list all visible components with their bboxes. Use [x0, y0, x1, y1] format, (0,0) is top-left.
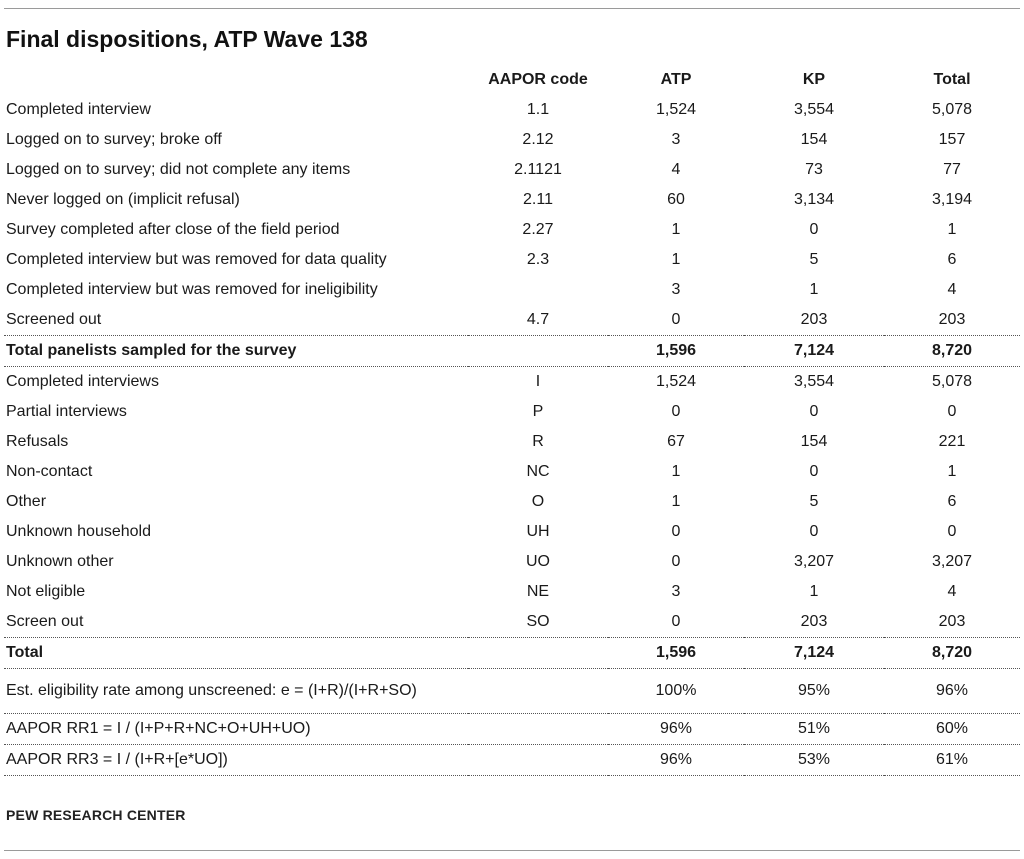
- cell-code: I: [468, 367, 608, 398]
- cell-label: Refusals: [6, 433, 69, 451]
- cell-kp: 154: [800, 433, 828, 451]
- cell-kp: 203: [800, 613, 828, 631]
- cell-code: 2.3: [526, 251, 550, 269]
- header-aapor-code: AAPOR code: [488, 70, 588, 88]
- cell-code: [468, 336, 608, 367]
- source-credit: PEW RESEARCH CENTER: [6, 807, 186, 823]
- cell-label: Not eligible: [6, 583, 86, 601]
- cell-total: 5,078: [931, 101, 973, 119]
- cell-label: Total: [4, 638, 468, 669]
- table-row: [4, 215, 1020, 245]
- cell-total: 1: [947, 463, 957, 481]
- cell-label: Completed interviews: [4, 367, 468, 398]
- cell-code: O: [531, 493, 545, 511]
- cell-label: Survey completed after close of the field period: [6, 221, 340, 239]
- cell-label: Logged on to survey; broke off: [6, 131, 222, 149]
- cell-total: 4: [947, 583, 957, 601]
- cell-label: Screen out: [6, 613, 84, 631]
- table-header-row: [4, 64, 1020, 95]
- cell-code: UO: [526, 553, 550, 571]
- table-row: [4, 155, 1020, 185]
- cell-total: 61%: [884, 745, 1020, 776]
- cell-atp: 1,524: [608, 367, 744, 398]
- cell-total: 60%: [884, 714, 1020, 745]
- cell-total: 6: [947, 251, 957, 269]
- table-row: [4, 714, 1020, 745]
- cell-total: 0: [947, 403, 957, 421]
- cell-atp: 67: [667, 433, 685, 451]
- top-rule: [4, 8, 1020, 9]
- cell-atp: 0: [671, 403, 681, 421]
- cell-atp: 3: [671, 281, 681, 299]
- cell-total: 96%: [884, 669, 1020, 714]
- cell-atp: 100%: [608, 669, 744, 714]
- cell-code: 2.12: [522, 131, 554, 149]
- cell-total: 77: [943, 161, 961, 179]
- cell-kp: 95%: [744, 669, 884, 714]
- cell-atp: 1: [671, 221, 681, 239]
- cell-code: 2.11: [523, 191, 553, 209]
- cell-total: 157: [938, 131, 966, 149]
- cell-kp: 203: [800, 311, 828, 329]
- cell-atp: 1,524: [655, 101, 697, 119]
- cell-code: NC: [526, 463, 550, 481]
- cell-kp: 3,554: [744, 367, 884, 398]
- cell-atp: 0: [671, 311, 681, 329]
- cell-atp: 4: [671, 161, 681, 179]
- cell-total: 8,720: [884, 638, 1020, 669]
- cell-atp: 1: [671, 251, 681, 269]
- cell-code: 4.7: [526, 311, 550, 329]
- cell-kp: 0: [809, 463, 819, 481]
- cell-atp: 1,596: [608, 638, 744, 669]
- table-row: [4, 577, 1020, 607]
- cell-kp: 5: [809, 493, 819, 511]
- cell-label: Est. eligibility rate among unscreened: e = (I+R)/(I+R+SO): [4, 669, 468, 714]
- cell-kp: 0: [809, 523, 819, 541]
- cell-kp: 1: [809, 583, 819, 601]
- cell-label: Completed interview but was removed for ineligibility: [6, 281, 378, 299]
- cell-label: Unknown other: [6, 553, 114, 571]
- cell-atp: 1: [671, 463, 681, 481]
- cell-total: 5,078: [884, 367, 1020, 398]
- table-row: [4, 336, 1020, 367]
- cell-total: 8,720: [884, 336, 1020, 367]
- table-row: [4, 95, 1020, 125]
- bottom-rule: [4, 850, 1020, 851]
- cell-code: SO: [526, 613, 550, 631]
- cell-kp: 0: [809, 403, 819, 421]
- cell-kp: 7,124: [744, 336, 884, 367]
- header-label: [4, 64, 468, 95]
- table-row: [4, 607, 1020, 638]
- cell-code: 1.1: [526, 101, 550, 119]
- table-row: [4, 745, 1020, 776]
- cell-label: Screened out: [6, 311, 102, 329]
- cell-atp: 0: [671, 613, 681, 631]
- cell-kp: 0: [809, 221, 819, 239]
- cell-atp: 96%: [608, 714, 744, 745]
- cell-label: AAPOR RR1 = I / (I+P+R+NC+O+UH+UO): [4, 714, 468, 745]
- cell-code: R: [532, 433, 544, 451]
- table-row: [4, 427, 1020, 457]
- cell-kp: 7,124: [744, 638, 884, 669]
- cell-code: 2.1121: [514, 161, 562, 179]
- cell-code: [468, 714, 608, 745]
- cell-label: Never logged on (implicit refusal): [6, 191, 240, 209]
- cell-kp: 3,554: [793, 101, 835, 119]
- cell-atp: 0: [671, 553, 681, 571]
- cell-kp: 73: [805, 161, 823, 179]
- cell-code: 2.27: [522, 221, 554, 239]
- table-row: [4, 367, 1020, 398]
- cell-atp: 3: [671, 131, 681, 149]
- cell-label: Completed interview but was removed for data quality: [6, 251, 387, 269]
- cell-code: [468, 745, 608, 776]
- cell-label: Total panelists sampled for the survey: [4, 336, 468, 367]
- cell-atp: 60: [667, 191, 685, 209]
- cell-label: Logged on to survey; did not complete any items: [6, 161, 351, 179]
- cell-total: 0: [947, 523, 957, 541]
- cell-total: 6: [947, 493, 957, 511]
- table-row: [4, 457, 1020, 487]
- table-row: [4, 517, 1020, 547]
- cell-total: 221: [938, 433, 966, 451]
- cell-kp: 154: [800, 131, 828, 149]
- cell-code: [468, 669, 608, 714]
- table-row: [4, 305, 1020, 336]
- cell-total: 203: [938, 311, 966, 329]
- table-row: [4, 547, 1020, 577]
- table-row: [4, 638, 1020, 669]
- cell-total: 203: [938, 613, 966, 631]
- cell-code: P: [532, 403, 544, 421]
- dispositions-table: [4, 64, 1020, 776]
- cell-kp: 3,207: [793, 553, 835, 571]
- cell-total: 1: [947, 221, 957, 239]
- cell-code: [468, 275, 608, 305]
- cell-total: 4: [947, 281, 957, 299]
- cell-atp: 1,596: [608, 336, 744, 367]
- cell-label: Completed interview: [6, 101, 151, 119]
- cell-kp: 1: [809, 281, 819, 299]
- cell-total: 3,207: [931, 553, 973, 571]
- cell-label: Non-contact: [6, 463, 93, 481]
- cell-total: 3,194: [931, 191, 973, 209]
- cell-kp: 5: [809, 251, 819, 269]
- table-row: [4, 185, 1020, 215]
- header-atp: ATP: [660, 70, 692, 88]
- cell-kp: 3,134: [793, 191, 835, 209]
- cell-kp: 53%: [744, 745, 884, 776]
- cell-code: UH: [526, 523, 550, 541]
- table-row: [4, 487, 1020, 517]
- table-row: [4, 125, 1020, 155]
- cell-atp: 96%: [608, 745, 744, 776]
- page-title: Final dispositions, ATP Wave 138: [6, 26, 368, 52]
- cell-code: NE: [526, 583, 550, 601]
- header-kp: KP: [802, 70, 826, 88]
- cell-atp: 0: [671, 523, 681, 541]
- cell-label: Unknown household: [6, 523, 151, 541]
- table-row: [4, 275, 1020, 305]
- table-row: [4, 397, 1020, 427]
- cell-kp: 51%: [744, 714, 884, 745]
- cell-atp: 3: [671, 583, 681, 601]
- header-total: Total: [933, 70, 971, 88]
- cell-label: Partial interviews: [6, 403, 127, 421]
- cell-label: AAPOR RR3 = I / (I+R+[e*UO]): [4, 745, 468, 776]
- cell-atp: 1: [671, 493, 681, 511]
- table-row: [4, 669, 1020, 714]
- table-row: [4, 245, 1020, 275]
- cell-label: Other: [6, 493, 47, 511]
- cell-code: [468, 638, 608, 669]
